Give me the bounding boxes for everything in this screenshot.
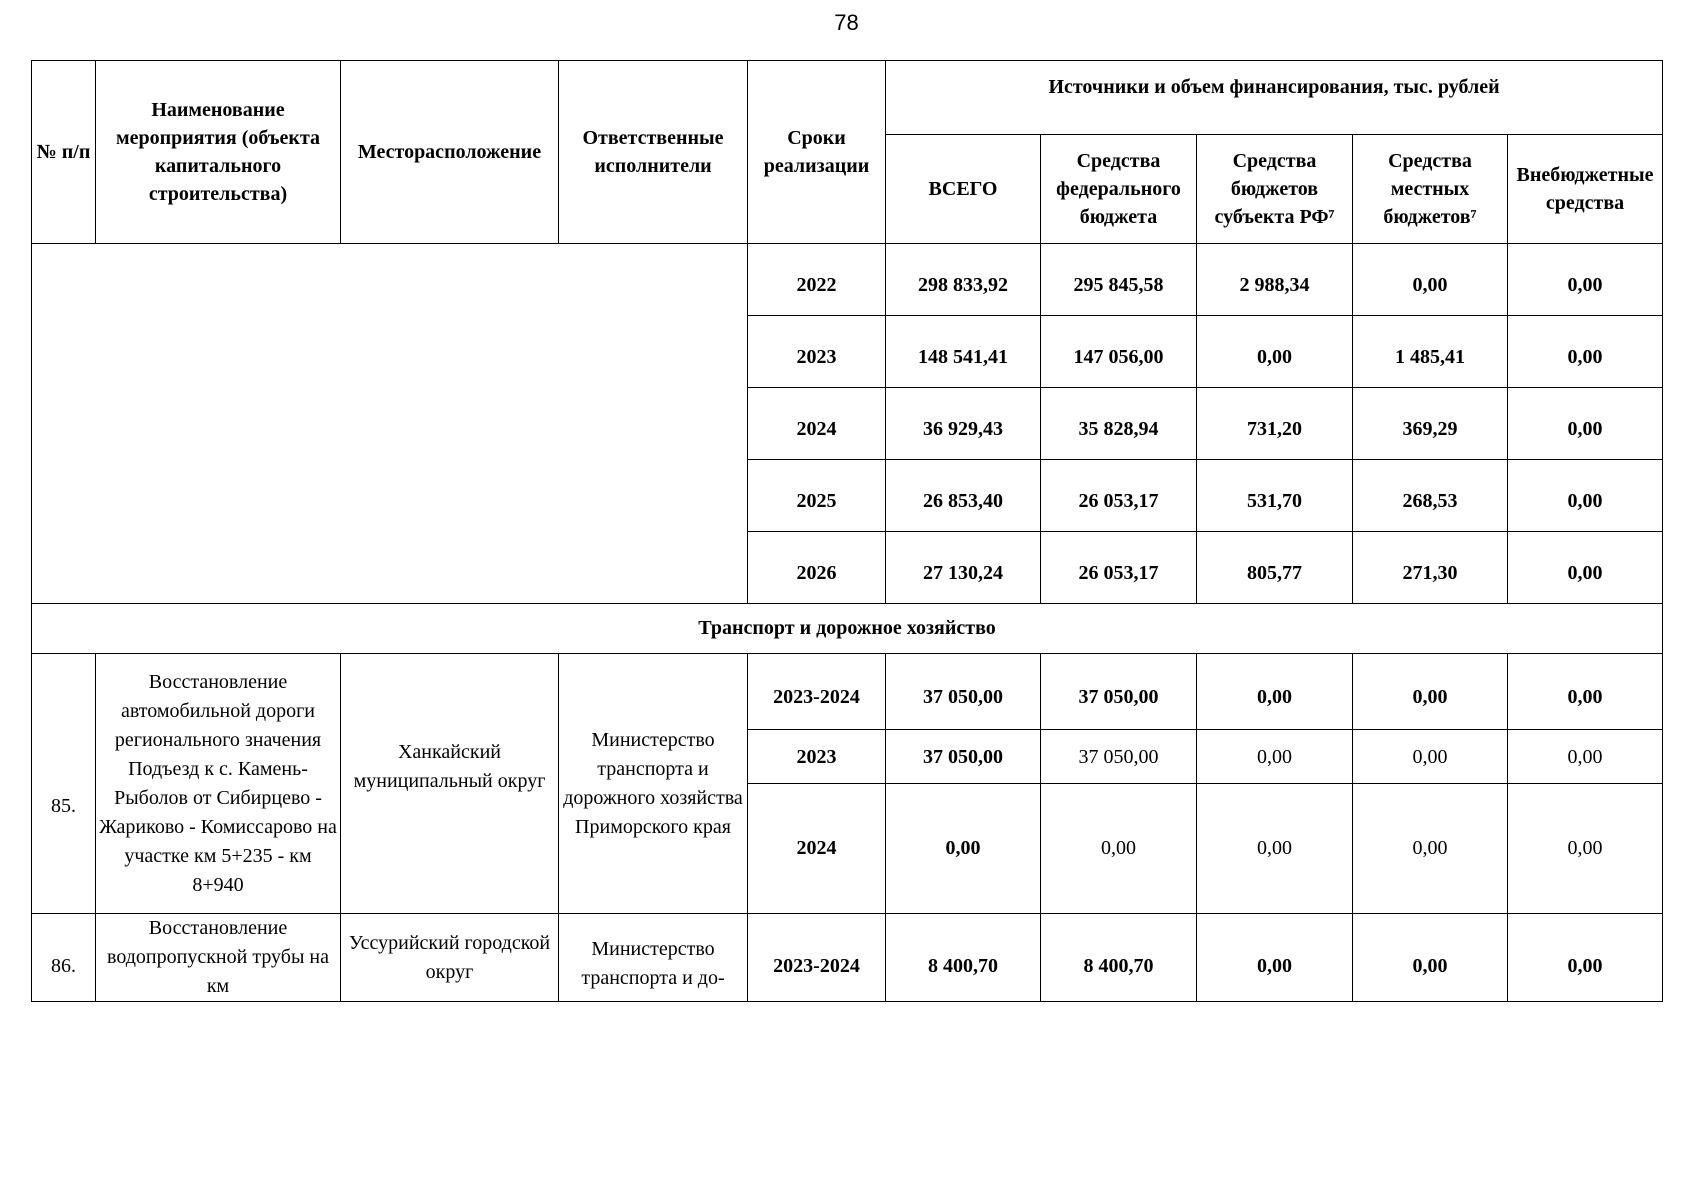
table-row <box>32 654 1663 730</box>
header-num: № п/п <box>32 61 96 244</box>
header-executors: Ответственные исполнители <box>559 61 748 244</box>
local-cell: 0,00 <box>1353 244 1508 316</box>
federal-cell: 295 845,58 <box>1041 244 1197 316</box>
regional-cell: 531,70 <box>1197 460 1353 532</box>
federal-cell: 35 828,94 <box>1041 388 1197 460</box>
total-cell: 37 050,00 <box>886 654 1041 730</box>
local-cell: 1 485,41 <box>1353 316 1508 388</box>
year-cell: 2025 <box>748 460 886 532</box>
extra-cell: 0,00 <box>1508 654 1663 730</box>
year-cell: 2022 <box>748 244 886 316</box>
extra-cell: 0,00 <box>1508 784 1663 914</box>
total-cell: 26 853,40 <box>886 460 1041 532</box>
federal-cell: 8 400,70 <box>1041 914 1197 1002</box>
federal-cell: 37 050,00 <box>1041 654 1197 730</box>
local-cell: 0,00 <box>1353 784 1508 914</box>
header-row-1 <box>32 61 1663 135</box>
regional-cell: 0,00 <box>1197 784 1353 914</box>
extra-cell: 0,00 <box>1508 532 1663 604</box>
extra-cell: 0,00 <box>1508 730 1663 784</box>
year-cell: 2023 <box>748 730 886 784</box>
federal-cell: 37 050,00 <box>1041 730 1197 784</box>
section-row <box>32 604 1663 654</box>
page-number: 78 <box>834 10 859 35</box>
item-name: Восстановление автомобильной дороги регионального значения Подъезд к с. Камень-Рыболов от Сибирцево - Жариково - Комиссарово на участке км 5+235 - км 8+940 <box>96 654 341 914</box>
local-cell: 0,00 <box>1353 730 1508 784</box>
header-local: Средства местных бюджетов⁷ <box>1353 135 1508 244</box>
federal-cell: 26 053,17 <box>1041 460 1197 532</box>
table-row <box>32 244 1663 316</box>
federal-cell: 26 053,17 <box>1041 532 1197 604</box>
year-cell: 2023 <box>748 316 886 388</box>
extra-cell: 0,00 <box>1508 244 1663 316</box>
year-cell: 2023-2024 <box>748 654 886 730</box>
extra-cell: 0,00 <box>1508 316 1663 388</box>
item-location: Уссурийский городской округ <box>341 914 559 1002</box>
section-title: Транспорт и дорожное хозяйство <box>32 604 1663 654</box>
total-cell: 37 050,00 <box>886 730 1041 784</box>
year-cell: 2024 <box>748 388 886 460</box>
regional-cell: 0,00 <box>1197 914 1353 1002</box>
header-location: Месторасположение <box>341 61 559 244</box>
item-executor: Министерство транспорта и до- <box>559 914 748 1002</box>
total-cell: 36 929,43 <box>886 388 1041 460</box>
table-row <box>32 914 1663 1002</box>
header-name: Наименование мероприятия (объекта капитального строительства) <box>96 61 341 244</box>
local-cell: 0,00 <box>1353 914 1508 1002</box>
regional-cell: 0,00 <box>1197 316 1353 388</box>
item-number: 86. <box>32 914 96 1002</box>
item-executor: Министерство транспорта и дорожного хозяйства Приморского края <box>559 654 748 914</box>
total-cell: 298 833,92 <box>886 244 1041 316</box>
item-location: Ханкайский муниципальный округ <box>341 654 559 914</box>
total-cell: 8 400,70 <box>886 914 1041 1002</box>
item-number: 85. <box>32 654 96 914</box>
empty-continuation-cell <box>32 244 748 604</box>
local-cell: 0,00 <box>1353 654 1508 730</box>
local-cell: 268,53 <box>1353 460 1508 532</box>
regional-cell: 731,20 <box>1197 388 1353 460</box>
header-federal: Средства федерального бюджета <box>1041 135 1197 244</box>
regional-cell: 0,00 <box>1197 654 1353 730</box>
financing-table <box>31 60 1663 1002</box>
header-extra: Внебюджетные средства <box>1508 135 1663 244</box>
year-cell: 2023-2024 <box>748 914 886 1002</box>
regional-cell: 805,77 <box>1197 532 1353 604</box>
federal-cell: 147 056,00 <box>1041 316 1197 388</box>
total-cell: 27 130,24 <box>886 532 1041 604</box>
local-cell: 271,30 <box>1353 532 1508 604</box>
extra-cell: 0,00 <box>1508 914 1663 1002</box>
year-cell: 2024 <box>748 784 886 914</box>
header-total: ВСЕГО <box>886 135 1041 244</box>
year-cell: 2026 <box>748 532 886 604</box>
regional-cell: 0,00 <box>1197 730 1353 784</box>
header-period: Сроки реализации <box>748 61 886 244</box>
item-name: Восстановление водопропускной трубы на км <box>96 914 341 1002</box>
local-cell: 369,29 <box>1353 388 1508 460</box>
federal-cell: 0,00 <box>1041 784 1197 914</box>
extra-cell: 0,00 <box>1508 460 1663 532</box>
header-regional: Средства бюджетов субъекта РФ⁷ <box>1197 135 1353 244</box>
extra-cell: 0,00 <box>1508 388 1663 460</box>
total-cell: 148 541,41 <box>886 316 1041 388</box>
header-financing: Источники и объем финансирования, тыс. рублей <box>886 61 1663 135</box>
total-cell: 0,00 <box>886 784 1041 914</box>
regional-cell: 2 988,34 <box>1197 244 1353 316</box>
